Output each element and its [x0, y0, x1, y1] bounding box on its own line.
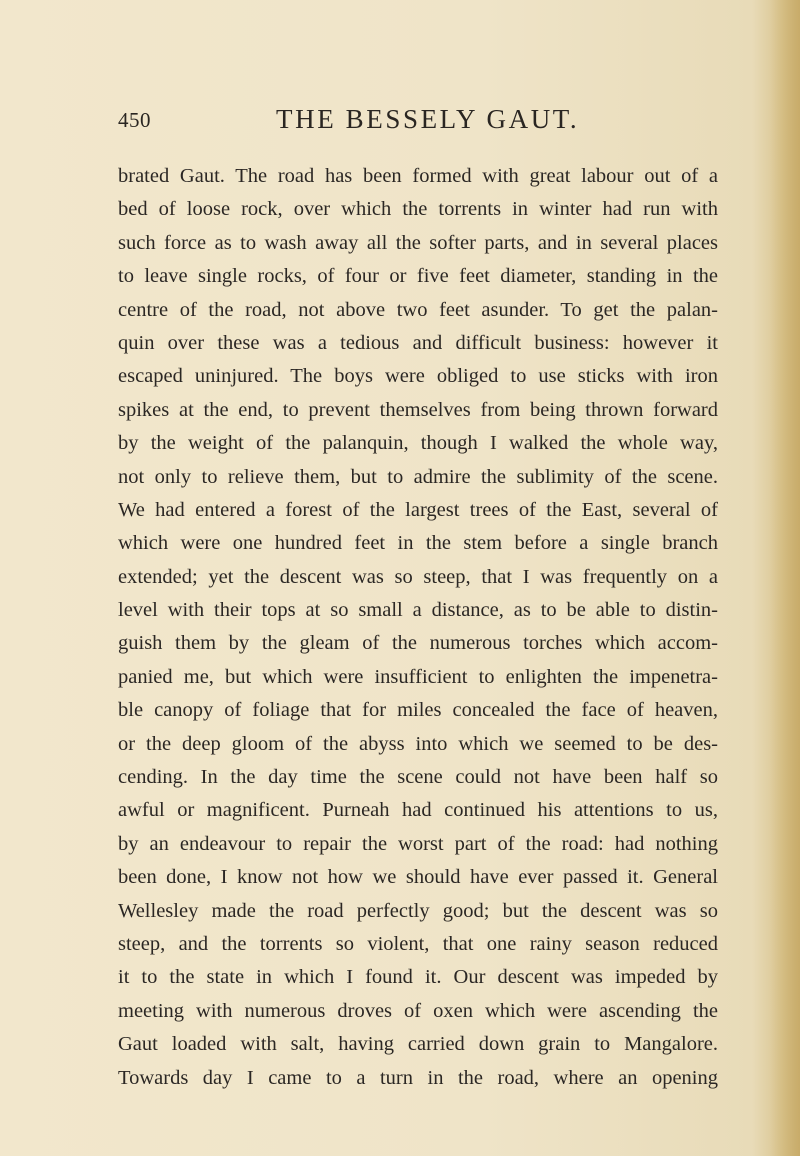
text-line: by an endeavour to repair the worst part of the road: had nothing — [118, 832, 718, 855]
running-head — [118, 104, 738, 140]
text-line: Wellesley made the road perfectly good; but the descent was so — [118, 899, 718, 922]
text-line: spikes at the end, to prevent themselves from being thrown forward — [118, 398, 718, 421]
text-line: ble canopy of foliage that for miles concealed the face of heaven, — [118, 699, 718, 722]
text-line: it to the state in which I found it. Our descent was impeded by — [118, 966, 718, 989]
running-title: THE BESSELY GAUT. — [276, 104, 580, 134]
text-line: cending. In the day time the scene could not have been half so — [118, 766, 718, 789]
text-line: Gaut loaded with salt, having carried down grain to Mangalore. — [118, 1033, 718, 1056]
text-line: escaped uninjured. The boys were obliged to use sticks with iron — [118, 365, 718, 388]
text-line: been done, I know not how we should have ever passed it. General — [118, 866, 718, 889]
text-line: extended; yet the descent was so steep, that I was frequently on a — [118, 565, 718, 588]
text-line: brated Gaut. The road has been formed with great labour out of a — [118, 165, 718, 187]
text-line: by the weight of the palanquin, though I walked the whole way, — [118, 432, 718, 455]
text-line: centre of the road, not above two feet asunder. To get the palan- — [118, 298, 718, 321]
text-line: which were one hundred feet in the stem before a single branch — [118, 532, 718, 555]
text-line: bed of loose rock, over which the torrents in winter had run with — [118, 198, 718, 221]
text-line: such force as to wash away all the softer parts, and in several places — [118, 231, 718, 254]
text-line: quin over these was a tedious and difficult business: however it — [118, 331, 718, 354]
text-line: meeting with numerous droves of oxen which were ascending the — [118, 999, 718, 1022]
text-line: to leave single rocks, of four or five feet diameter, standing in the — [118, 265, 718, 288]
text-line: awful or magnificent. Purneah had continued his attentions to us, — [118, 799, 718, 822]
body-text — [118, 160, 718, 1095]
text-line: guish them by the gleam of the numerous torches which accom- — [118, 632, 718, 655]
text-line: panied me, but which were insufficient to enlighten the impenetra- — [118, 665, 718, 688]
text-line: We had entered a forest of the largest trees of the East, several of — [118, 498, 718, 521]
text-line: level with their tops at so small a distance, as to be able to distin- — [118, 599, 718, 622]
text-line: steep, and the torrents so violent, that one rainy season reduced — [118, 932, 718, 955]
text-line: not only to relieve them, but to admire the sublimity of the scene. — [118, 465, 718, 488]
text-line: or the deep gloom of the abyss into which we seemed to be des- — [118, 732, 718, 755]
page-number: 450 — [118, 108, 151, 132]
text-line: Towards day I came to a turn in the road, where an opening — [118, 1066, 718, 1089]
